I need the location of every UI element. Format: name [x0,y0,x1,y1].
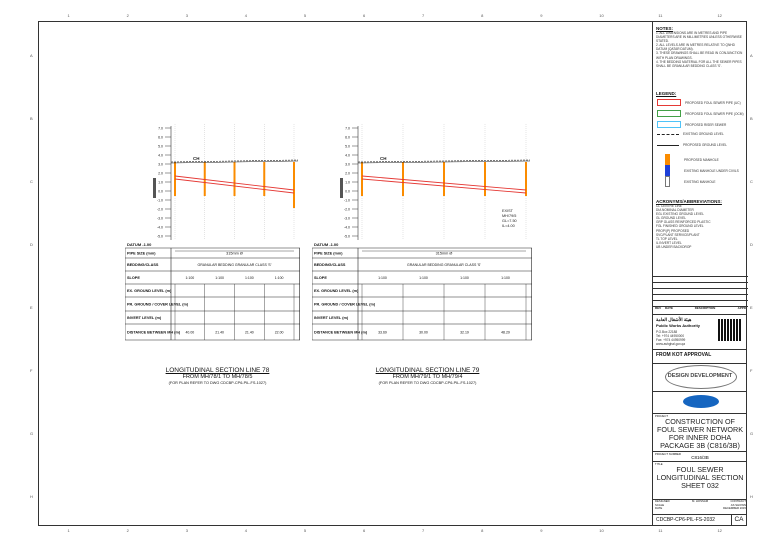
drawn-label: DESIGNED [655,499,670,503]
y-tick-label: 0.0 [345,189,350,194]
section-note: (FOR PLAN REFER TO DWG CDCBP-CP6-PIL-FS-1027) [378,381,477,385]
qr-code-icon [718,319,742,341]
acronym-item: GRP GLASS REINFORCED PLASTIC [656,220,711,225]
notes-block [656,26,745,68]
y-tick-label: 2.0 [158,171,163,176]
appd-col: APPD [737,306,746,310]
drawing-title-line: SHEET 032 [681,481,719,490]
y-tick-label: -2.0 [156,207,163,212]
legend-title: LEGEND: [656,91,677,96]
y-tick-label: 1.0 [158,180,163,185]
client-arabic-name: هيئة الأشغال العامة [656,317,692,322]
y-tick-label: -5.0 [156,234,163,239]
bedding-value: GRANULAR BEDDING GRANULAR CLASS 'S' [197,263,272,267]
project-title-line: FOUL SEWER NETWORK [657,425,743,434]
manhole-shaft [443,162,445,196]
drawn-value: M. HOSSAM [692,499,709,503]
note-item: 4. THE BEDDING MATERIAL FOR ALL THE SEWER PIPES SHALL BE GRANULAR BEDDING CLASS 'S'. [656,59,742,68]
project-title-line: CONSTRUCTION OF [665,417,735,426]
legend-swatch [665,176,670,187]
callout-line: MH/79/5 [502,214,517,218]
distance-value: 21.40 [244,330,254,335]
scale-value: AS SHOWN [730,502,746,507]
y-tick-label: 0.0 [158,189,163,194]
section-heading: LONGITUDINAL SECTION LINE 78 [165,367,270,374]
section-line-78 [125,118,300,368]
legend-item [657,165,739,176]
revision-code: CA [731,514,746,526]
frame-tick-left: F [30,368,33,374]
contact-line: Tel: +974 44950000 [656,334,685,339]
drawing-title-line: FOUL SEWER [676,465,724,474]
frame-tick-top: 4 [244,13,248,18]
section-drawing [125,118,300,368]
manhole-shaft [293,162,295,208]
legend-swatch [657,99,681,106]
acronym-item: FGL FINISHED GROUND LEVEL [656,224,704,229]
pipe-size-value: 315mm Ø [226,251,243,256]
manhole-annotation: CH [380,156,387,161]
frame-tick-bottom: 4 [244,528,248,533]
legend-swatch [665,154,670,165]
table-row-label: DISTANCE BETWEEN MH (m) [314,330,368,335]
level-scale-bar [153,178,156,198]
frame-tick-right: E [750,305,753,311]
y-tick-label: 7.0 [158,126,163,131]
project-number: C816/3B [691,455,709,460]
table-row-label: PIPE SIZE (mm) [314,251,343,256]
date-label: DATE [655,506,663,511]
frame-tick-top: 10 [599,13,604,18]
manhole-shaft [525,162,527,196]
bedding-value: GRANULAR BEDDING GRANULAR CLASS 'S' [407,263,481,267]
legend-label: PROPOSED RISER SEWER [685,122,727,127]
distance-value: 48.29 [501,330,510,335]
drawing-title-line: LONGITUDINAL SECTION [656,473,744,482]
pipe-size-value: 315mm Ø [435,251,453,256]
slope-value: 1:100 [419,276,428,280]
legend-label: EXISTING GROUND LEVEL [683,132,724,136]
manhole-shaft [484,162,486,196]
slope-value: 1:100 [215,276,225,280]
revision-table [653,276,748,314]
legend-swatch [665,165,670,176]
slope-value: 1:100 [244,276,254,280]
table-row-label: PIPE SIZE (mm) [127,251,156,256]
contact-line: Fax: +974 44950999 [656,338,686,343]
frame-tick-bottom: 11 [658,528,663,533]
acronyms-list [656,204,745,249]
legend-swatch [657,134,679,135]
slope-value: 1:100 [460,276,469,280]
table-row-label: BEDDING/CLASS [314,263,346,267]
frame-tick-bottom: 9 [540,528,543,533]
date-value: DECEMBER 2015 [723,506,746,511]
section-subtitle: FROM MH/78/1 TO MH/78/5 [182,374,253,380]
acronym-item: CL CENTRE LINE [656,204,682,208]
y-tick-label: 2.0 [345,171,350,176]
table-row-label: PR. GROUND / COVER LEVEL (m) [127,302,189,307]
frame-tick-left: G [30,431,34,437]
legend-item [657,143,727,147]
frame-tick-right: A [750,52,753,58]
distance-value: 40.00 [185,330,195,335]
title-label: TITLE [655,462,663,466]
consultant-logo-icon [683,395,719,408]
distance-value: 30.00 [419,330,428,335]
acronym-item: IL INVERT LEVEL [656,240,682,245]
frame-tick-top: 12 [717,13,722,18]
acronym-item: EGL EXISTING GROUND LEVEL [656,212,704,217]
frame-tick-top: 2 [126,13,129,18]
table-row-label: PR. GROUND / COVER LEVEL (m) [314,302,376,307]
manhole-shaft [234,162,236,196]
frame-tick-left: C [30,178,33,184]
legend-label: PROPOSED MANHOLE [684,157,719,162]
frame-tick-left: D [30,241,33,247]
distance-value: 33.69 [378,330,387,335]
table-row-label: DISTANCE BETWEEN MH (m) [127,330,181,335]
table-row-label: EX. GROUND LEVEL (m) [314,289,359,293]
project-title [653,418,747,450]
note-item: 1. ALL DIMENSIONS ARE IN METRES AND PIPE DIAMETERS ARE IN MILLIMETRES UNLESS OTHERWISE STATED. [656,31,742,44]
legend-label: PROPOSED FOUL SEWER PIPE (UC) [685,100,741,105]
frame-tick-right: F [750,368,753,374]
frame-tick-right: H [750,494,753,500]
frame-tick-top: 1 [67,13,70,18]
note-item: 3. THESE DRAWINGS SHALL BE READ IN CONJUNCTION WITH PLAN DRAWINGS. [656,51,743,60]
y-tick-label: 1.0 [345,180,350,185]
y-tick-label: 5.0 [158,144,163,149]
drawing-meta [655,500,746,511]
legend-item [657,132,724,136]
scale-label: SCALE [655,502,665,507]
y-tick-label: -1.0 [156,198,163,203]
drawing-number: CDCBP-CP6-PIL-FS-2032 [656,517,715,523]
y-tick-label: 3.0 [158,162,163,167]
notes-list [656,31,745,68]
frame-tick-bottom: 10 [599,528,604,533]
callout-line: IL=4.00 [502,224,515,228]
slope-value: 1:100 [185,276,195,280]
table-row-label: EX. GROUND LEVEL (m) [127,289,172,293]
date-col: DATE [665,306,673,310]
frame-tick-top: 9 [540,13,543,18]
frame-tick-bottom: 5 [303,528,307,533]
acronym-item: UB UNDER BACKDROP [656,244,692,249]
legend-item [657,176,716,187]
distance-value: 32.19 [460,330,469,335]
acronym-item: DIA NOMINAL DIAMETER [656,208,694,213]
level-scale-bar [340,178,343,198]
frame-tick-bottom: 3 [185,528,188,533]
notes-title: NOTES: [656,26,674,31]
legend-item [657,121,726,128]
frame-tick-right: C [750,178,753,184]
frame-tick-right: G [750,431,754,437]
section-line-79 [312,118,532,368]
y-tick-label: -5.0 [343,234,350,239]
slope-value: 1:100 [501,276,510,280]
issue-status: FROM KOT APPROVAL [656,352,712,358]
y-tick-label: -3.0 [156,216,163,221]
frame-tick-bottom: 8 [481,528,484,533]
acronym-item: TL TOP LEVEL [656,236,678,241]
frame-tick-left: A [30,52,33,58]
section-title-79 [330,368,525,386]
y-tick-label: 6.0 [345,135,350,140]
acronym-item: PROP/(P) PROPOSED [656,228,690,233]
project-title-line: PACKAGE 3B (C816/3B) [660,441,740,450]
y-tick-label: 7.0 [345,126,350,131]
drawing-title [653,466,747,490]
rev-col: REV [655,306,662,310]
acronyms-block [656,199,745,249]
y-tick-label: -4.0 [343,225,350,230]
frame-tick-bottom: 12 [717,528,722,533]
legend-label: PROPOSED FOUL SEWER PIPE (OCM) [685,111,744,116]
legend-item [657,99,741,106]
slope-value: 1:100 [378,276,387,280]
legend-label: EXISTING MANHOLE [684,179,716,184]
distance-value: 22.00 [274,330,284,335]
frame-tick-top: 6 [362,13,366,18]
callout-line: EXIST [502,209,513,213]
frame-tick-top: 3 [185,13,188,18]
y-tick-label: -3.0 [343,216,350,221]
design-stamp-text: DESIGN DEVELOPMENT [667,373,733,379]
legend-block [656,91,745,96]
contact-line: P.O.Box 22188 [656,330,678,334]
section-note: (FOR PLAN REFER TO DWG CDCBP-CP6-PIL-FS-1027) [168,381,267,385]
acronyms-title: ACRONYMS/ABBREVIATIONS: [656,199,722,204]
frame-tick-bottom: 2 [126,528,129,533]
y-tick-label: -2.0 [343,207,350,212]
legend-item [657,110,744,117]
callout-line: GL=7.50 [502,219,517,223]
y-tick-label: 4.0 [345,153,350,158]
project-number-label: PROJECT NUMBER [655,452,681,456]
legend-swatch [657,145,679,146]
y-tick-label: 5.0 [345,144,350,149]
y-tick-label: 6.0 [158,135,163,140]
table-row-label: INVERT LEVEL (m) [314,316,349,320]
slope-value: 1:100 [274,276,284,280]
frame-tick-right: D [750,241,753,247]
section-subtitle: FROM MH/79/1 TO MH/79/4 [392,374,463,380]
title-block [652,21,747,526]
legend-label: EXISTING MANHOLE UNDER CIVILS [684,168,739,173]
description-col: DESCRIPTION [694,306,716,310]
y-tick-label: 4.0 [158,153,163,158]
contract-label: CONTRACT [730,499,746,503]
datum-label: DATUM -1.00 [314,242,339,247]
table-row-label: INVERT LEVEL (m) [127,316,162,320]
note-item: 2. ALL LEVELS ARE IN METRES RELATIVE TO QNHD DATUM (QATAR DATUM). [656,43,735,52]
frame-tick-top: 8 [481,13,484,18]
table-row-label: SLOPE [314,276,327,280]
frame-tick-bottom: 6 [362,528,366,533]
y-tick-label: -1.0 [343,198,350,203]
section-drawing [312,118,532,368]
frame-tick-bottom: 1 [67,528,70,533]
y-tick-label: -4.0 [156,225,163,230]
contact-line: www.ashghal.gov.qa [656,342,685,347]
project-label: PROJECT [655,414,669,418]
distance-value: 21.40 [215,330,225,335]
frame-tick-top: 11 [658,13,663,18]
y-tick-label: 3.0 [345,162,350,167]
acronym-item: SVC/PLANT SERVICE/PLANT [656,232,700,237]
consultant-logo-area [653,392,747,412]
table-row-label: SLOPE [127,276,140,280]
client-name: Public Works Authority [656,323,701,328]
frame-tick-bottom: 7 [422,528,425,533]
legend-item [657,154,719,165]
legend-label: PROPOSED GROUND LEVEL [683,143,727,147]
frame-tick-left: E [30,305,33,311]
manhole-annotation: CH [193,156,200,161]
section-heading: LONGITUDINAL SECTION LINE 79 [375,367,480,374]
frame-tick-right: B [750,115,753,121]
legend-swatch [657,121,681,128]
manhole-shaft [263,162,265,196]
client-block [656,317,745,346]
frame-tick-left: B [30,115,33,121]
frame-tick-left: H [30,494,33,500]
frame-tick-top: 5 [303,13,307,18]
datum-label: DATUM -1.00 [127,242,152,247]
acronym-item: GL GROUND LEVEL [656,216,686,221]
table-row-label: BEDDING/CLASS [127,263,159,267]
frame-tick-top: 7 [422,13,425,18]
section-title-78 [120,368,315,386]
legend-swatch [657,110,681,117]
revision-header [653,306,748,314]
design-stamp-area [653,364,747,390]
project-title-line: FOR INNER DOHA [668,433,732,442]
